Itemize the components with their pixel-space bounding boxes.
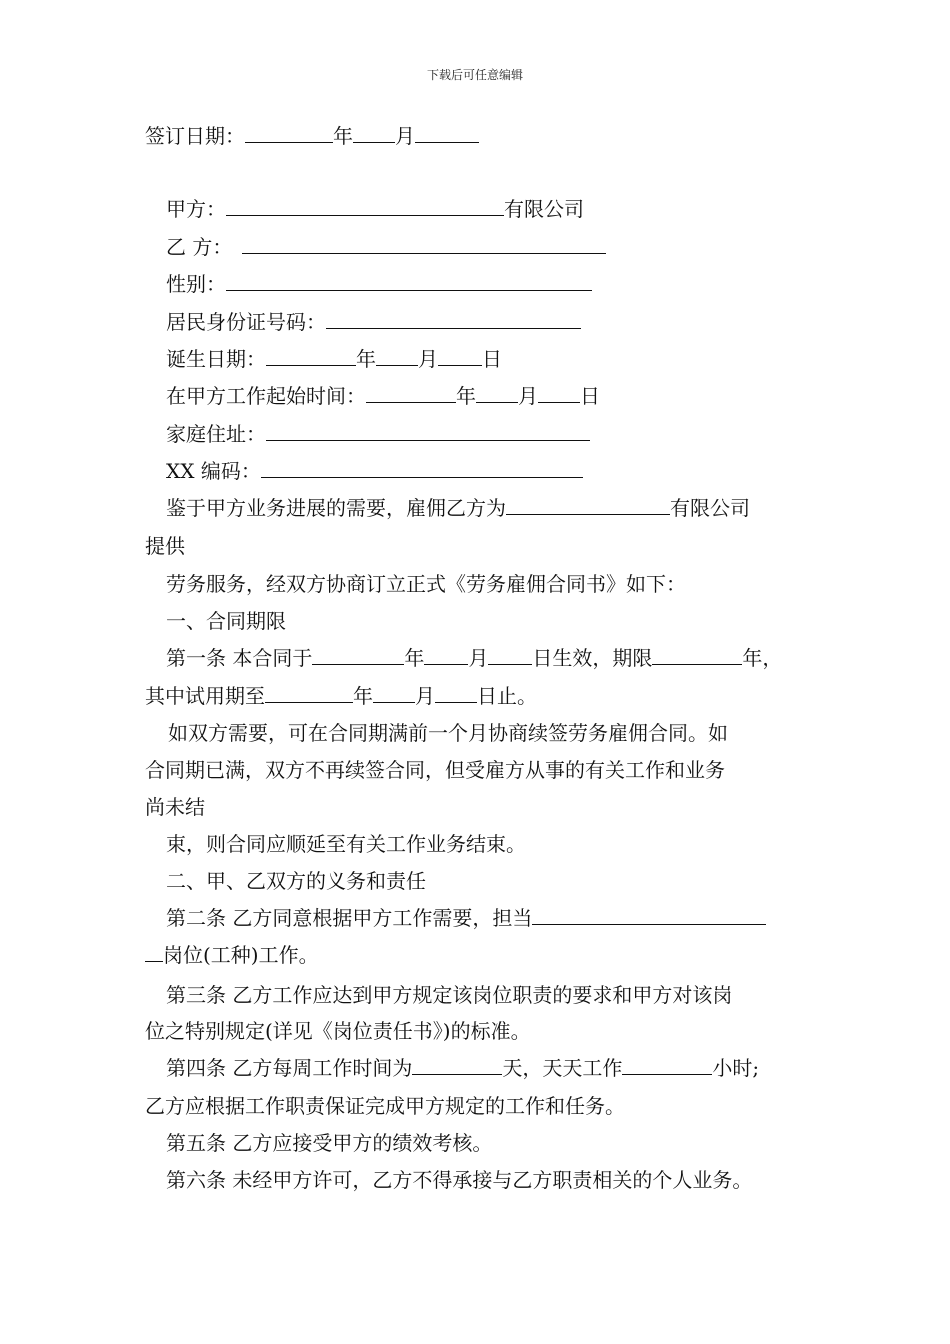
- month-text: 月: [468, 646, 489, 670]
- article-4-hours-text: 小时;: [712, 1056, 760, 1080]
- work-start-month-blank: [476, 384, 518, 403]
- intro-line-1: [166, 495, 750, 521]
- probation-day-blank: [435, 684, 477, 703]
- party-b-blank: [242, 235, 606, 254]
- party-a-blank: [226, 197, 504, 216]
- gender-line: [166, 271, 592, 297]
- article-1-line-2: [145, 683, 537, 709]
- article-2-text: 第二条 乙方同意根据甲方工作需要，担当: [166, 906, 533, 930]
- article-1-month-blank: [424, 646, 468, 665]
- year-text: 年: [404, 646, 425, 670]
- month-text: 月: [518, 384, 538, 408]
- article-2-position-text: 岗位(工种)工作。: [163, 943, 319, 967]
- address-label: 家庭住址：: [166, 422, 266, 446]
- day-text: 日: [482, 347, 502, 371]
- section-2-title: 二、甲、乙双方的义务和责任: [166, 869, 426, 893]
- party-a-suffix: 有限公司: [504, 197, 584, 221]
- postal-code-blank: [261, 459, 583, 478]
- address-blank: [266, 422, 590, 441]
- year-text: 年: [333, 124, 353, 148]
- gender-label: 性别：: [166, 272, 226, 296]
- article-4-days-blank: [412, 1056, 502, 1075]
- birth-month-blank: [376, 347, 418, 366]
- article-4-text: 第四条 乙方每周工作时间为: [166, 1056, 413, 1080]
- article-1-text: 第一条 本合同于: [166, 646, 313, 670]
- intro-line-2: 提供: [145, 534, 185, 558]
- id-number-blank: [326, 310, 581, 329]
- birth-date-line: [166, 346, 502, 372]
- header-note: 下载后可任意编辑: [426, 68, 523, 82]
- intro-text: 鉴于甲方业务进展的需要，雇佣乙方为: [166, 496, 506, 520]
- address-line: [166, 421, 590, 447]
- intro-line-3: 劳务服务，经双方协商订立正式《劳务雇佣合同书》如下：: [166, 572, 686, 596]
- probation-month-blank: [373, 684, 415, 703]
- birth-day-blank: [438, 347, 482, 366]
- party-b-line: [166, 234, 606, 260]
- sign-date-line: [145, 123, 479, 149]
- gender-blank: [226, 272, 592, 291]
- postal-code-line: [166, 458, 583, 484]
- probation-year-blank: [265, 684, 353, 703]
- sign-date-year-blank: [245, 124, 333, 143]
- article-1-day-blank: [488, 646, 532, 665]
- article-2-position-blank: [532, 906, 766, 925]
- article-5: 第五条 乙方应接受甲方的绩效考核。: [166, 1131, 493, 1155]
- sign-date-label: 签订日期：: [145, 124, 245, 148]
- year-text: 年，: [742, 646, 783, 670]
- birth-date-label: 诞生日期：: [166, 347, 266, 371]
- id-number-label: 居民身份证号码：: [166, 310, 326, 334]
- article-3-line-2: 位之特别规定(详见《岗位责任书》)的标准。: [145, 1019, 531, 1043]
- party-a-line: [166, 196, 584, 222]
- postal-code-label: XX 编码：: [166, 459, 261, 483]
- year-text: 年: [456, 384, 476, 408]
- work-start-year-blank: [366, 384, 456, 403]
- article-1-year-blank: [312, 646, 404, 665]
- article-1-term-blank: [652, 646, 742, 665]
- work-start-line: [166, 383, 600, 409]
- section-1-title: 一、合同期限: [166, 609, 286, 633]
- article-6: 第六条 未经甲方许可，乙方不得承接与乙方职责相关的个人业务。: [166, 1168, 753, 1192]
- renewal-line-2: 合同期已满，双方不再续签合同，但受雇方从事的有关工作和业务: [145, 758, 725, 782]
- intro-company-suffix: 有限公司: [670, 496, 750, 520]
- birth-year-blank: [266, 347, 356, 366]
- year-text: 年: [356, 347, 376, 371]
- article-1-end: 日止。: [477, 684, 537, 708]
- article-2-line-2: [145, 942, 319, 968]
- article-1-line-1: [166, 645, 782, 671]
- work-start-day-blank: [538, 384, 580, 403]
- article-2-line-1: [166, 905, 766, 931]
- day-text: 日: [580, 384, 600, 408]
- id-number-line: [166, 309, 581, 335]
- party-b-label: 乙 方：: [166, 235, 233, 259]
- article-4-line-1: [166, 1055, 759, 1081]
- work-start-label: 在甲方工作起始时间：: [166, 384, 366, 408]
- month-text: 月: [418, 347, 438, 371]
- article-4-days-text: 天，天天工作: [502, 1056, 623, 1080]
- renewal-line-4: 束，则合同应顺延至有关工作业务结束。: [166, 832, 526, 856]
- month-text: 月: [415, 684, 435, 708]
- renewal-line-3: 尚未结: [145, 795, 205, 819]
- article-4-line-2: 乙方应根据工作职责保证完成甲方规定的工作和任务。: [145, 1094, 625, 1118]
- sign-date-day-blank: [415, 124, 479, 143]
- article-4-hours-blank: [622, 1056, 712, 1075]
- sign-date-month-blank: [353, 124, 395, 143]
- year-text: 年: [353, 684, 373, 708]
- renewal-line-1: 如双方需要，可在合同期满前一个月协商续签劳务雇佣合同。如: [168, 721, 728, 745]
- article-2-position-blank-cont: [145, 943, 163, 962]
- article-1-probation-text: 其中试用期至: [145, 684, 265, 708]
- article-1-effective: 日生效，期限: [532, 646, 653, 670]
- party-a-label: 甲方：: [166, 197, 226, 221]
- intro-company-blank: [506, 496, 670, 515]
- month-text: 月: [395, 124, 415, 148]
- article-3-line-1: 第三条 乙方工作应达到甲方规定该岗位职责的要求和甲方对该岗: [166, 983, 733, 1007]
